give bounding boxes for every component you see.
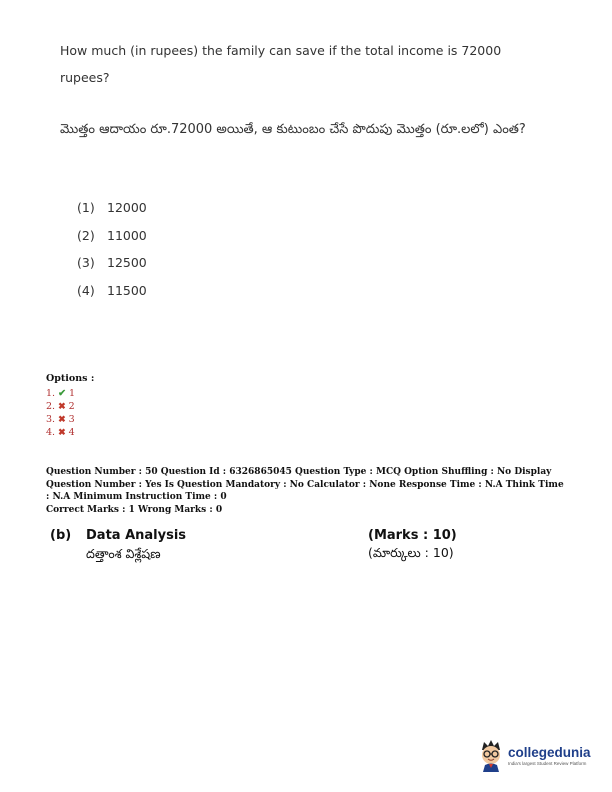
question-metadata — [46, 466, 566, 516]
question-options — [77, 200, 147, 310]
answer-row — [46, 426, 94, 439]
section-title-english: Data Analysis — [86, 528, 187, 543]
answer-key — [46, 373, 94, 439]
cross-icon: ✖ — [58, 427, 66, 438]
marks-info: Correct Marks : 1 Wrong Marks : 0 — [46, 504, 223, 515]
option-text: 11500 — [107, 282, 147, 298]
answer-row — [46, 413, 94, 426]
section-marks — [368, 528, 457, 564]
answer-number: 3. — [46, 414, 56, 425]
answer-value: 2 — [68, 401, 75, 412]
answer-number: 2. — [46, 401, 56, 412]
answer-key-title: Options : — [46, 373, 95, 384]
brand-name: collegedunia — [508, 744, 591, 760]
section-label: (b) — [50, 528, 72, 543]
option-text: 12500 — [107, 255, 147, 270]
cross-icon: ✖ — [58, 414, 66, 425]
section-title-telugu: దత్తాంశ విశ్లేషణ — [86, 546, 161, 561]
question-telugu: మొత్తం ఆదాయం రూ.72000 అయితే, ఆ కుటుంబం చేసే పొదుపు మొత్తం (రూ.లలో) ఎంత? — [60, 122, 526, 137]
option-text: 11000 — [107, 227, 147, 243]
option-text: 12000 — [107, 200, 147, 215]
option-3 — [77, 255, 147, 283]
option-1 — [77, 200, 147, 228]
option-number: (1) — [77, 200, 95, 215]
answer-value: 4 — [68, 427, 75, 438]
collegedunia-logo — [476, 738, 591, 772]
option-2 — [77, 228, 147, 256]
answer-row — [46, 387, 94, 400]
answer-number: 1. — [46, 388, 56, 399]
question-english: How much (in rupees) the family can save if the total income is 72000 rupees? — [60, 43, 502, 85]
answer-value: 1 — [69, 388, 76, 399]
option-number: (2) — [77, 227, 95, 243]
option-number: (4) — [77, 282, 95, 298]
question-info: Question Number : 50 Question Id : 6326865045 Question Type : MCQ Option Shuffling : No Display Question Number : Yes Is Question Mandatory : No Calculator : None Response Time : N.A Think Time : N.A Minimum Instruction Time : 0 — [46, 467, 564, 502]
answer-value: 3 — [68, 414, 75, 425]
marks-telugu: (మార్కులు : 10) — [368, 545, 454, 560]
check-icon: ✔ — [58, 388, 67, 399]
answer-row — [46, 400, 94, 413]
cross-icon: ✖ — [58, 401, 66, 412]
option-4 — [77, 283, 147, 311]
option-number: (3) — [77, 255, 95, 270]
answer-number: 4. — [46, 427, 56, 438]
marks-english: (Marks : 10) — [368, 528, 457, 543]
student-mascot-icon — [476, 738, 506, 772]
brand-tagline: India's largest Student Review Platform — [508, 760, 587, 766]
